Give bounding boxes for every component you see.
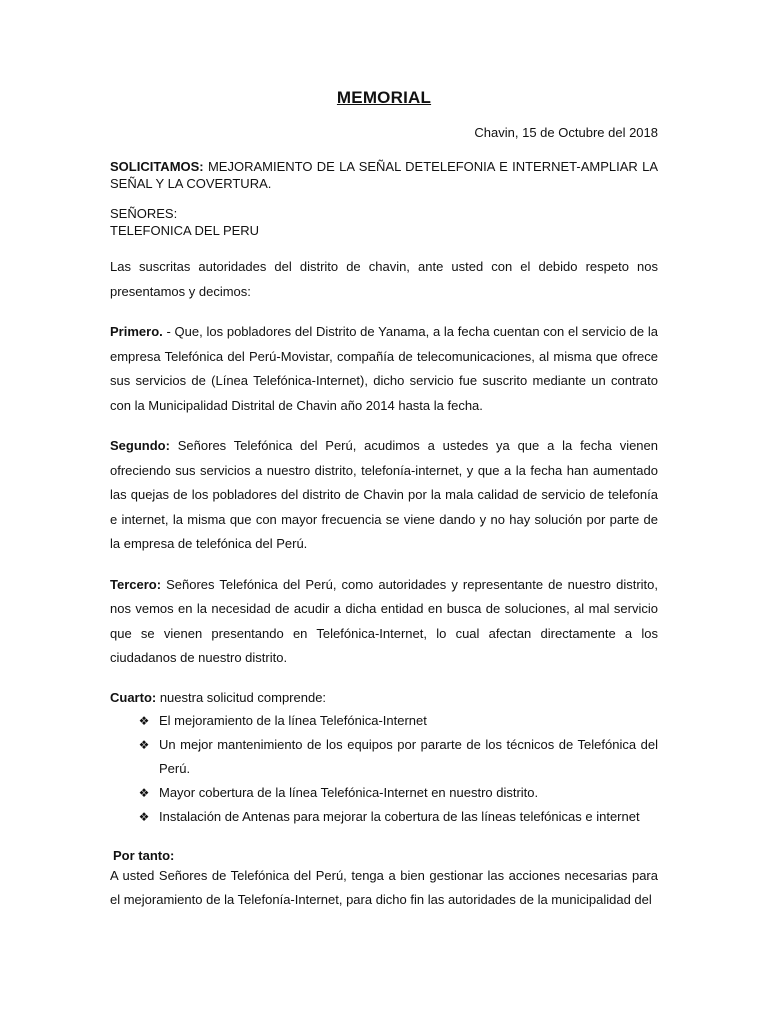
- list-item: [137, 709, 658, 733]
- document-date: Chavin, 15 de Octubre del 2018: [474, 125, 658, 140]
- addressee-block: [110, 205, 658, 239]
- bullet-text: El mejoramiento de la línea Telefónica-Internet: [159, 712, 427, 728]
- primero-text: - Que, los pobladores del Distrito de Yanama, a la fecha cuentan con el servicio de la empresa Telefónica del Perú-Movistar, compañía de telecomunicaciones, al misma que ofrece sus servicios de (Línea Telefónica-Internet), dicho servicio fue suscrito mediante un contrato con la Municipalidad Distrital de Chavin año 2014 hasta la fecha.: [110, 324, 658, 413]
- bullet-text: Instalación de Antenas para mejorar la cobertura de las líneas telefónicas e internet: [159, 808, 640, 824]
- por-tanto-heading: [110, 847, 658, 864]
- tercero-label: Tercero:: [110, 576, 162, 592]
- diamond-bullet-icon: ❖: [138, 713, 150, 728]
- cuarto-text: nuestra solicitud comprende:: [156, 689, 327, 705]
- diamond-bullet-icon: ❖: [138, 785, 150, 800]
- list-item: [137, 733, 658, 781]
- bullet-text: Mayor cobertura de la línea Telefónica-Internet en nuestro distrito.: [159, 784, 539, 800]
- diamond-bullet-icon: ❖: [138, 737, 150, 752]
- bullet-text: Un mejor mantenimiento de los equipos por pararte de los técnicos de Telefónica del Perú.: [159, 736, 658, 776]
- por-tanto-label: Por tanto:: [113, 847, 175, 863]
- segundo-paragraph: [110, 434, 658, 557]
- solicitamos-text: MEJORAMIENTO DE LA SEÑAL DETELEFONIA E INTERNET-AMPLIAR LA SEÑAL Y LA COVERTURA.: [110, 159, 658, 191]
- diamond-bullet-icon: ❖: [138, 809, 150, 824]
- primero-paragraph: [110, 320, 658, 418]
- por-tanto-paragraph: A usted Señores de Telefónica del Perú, tenga a bien gestionar las acciones necesarias para el mejoramiento de la Telefonía-Internet, para dicho fin las autoridades de la municipalidad del: [110, 867, 658, 907]
- segundo-text: Señores Telefónica del Perú, acudimos a ustedes ya que a la fecha vienen ofreciendo sus servicios a nuestro distrito, telefonía-internet, y que a la fecha han aumentado las quejas de los pobladores del distrito de Chavin por la mala calidad de servicio de telefonía e internet, la misma que con mayor frecuencia se viene dando y no hay solución por parte de la empresa de telefónica del Perú.: [110, 438, 658, 551]
- primero-label: Primero.: [110, 324, 163, 339]
- list-item: [137, 805, 658, 829]
- cuarto-bullet-list: [110, 709, 658, 829]
- document-body: [110, 88, 658, 913]
- cuarto-label: Cuarto:: [110, 689, 157, 705]
- tercero-paragraph: [110, 573, 658, 671]
- solicitamos-label: SOLICITAMOS:: [110, 159, 204, 174]
- document-title: MEMORIAL: [336, 88, 432, 107]
- list-item: [137, 781, 658, 805]
- solicitamos-paragraph: [110, 158, 658, 192]
- addressee-name: TELEFONICA DEL PERU: [110, 223, 260, 238]
- tercero-text: Señores Telefónica del Perú, como autoridades y representante de nuestro distrito, nos vemos en la necesidad de acudir a dicha entidad en busca de soluciones, al mal servicio que se vienen presentando en Telefónica-Internet, lo cual afectan directamente a los ciudadanos de nuestro distrito.: [110, 576, 658, 665]
- cuarto-paragraph: [110, 689, 658, 706]
- segundo-label: Segundo:: [110, 438, 170, 453]
- addressee-salutation: SEÑORES:: [110, 206, 178, 221]
- intro-paragraph: Las suscritas autoridades del distrito de chavin, ante usted con el debido respeto nos presentamos y decimos:: [110, 259, 658, 299]
